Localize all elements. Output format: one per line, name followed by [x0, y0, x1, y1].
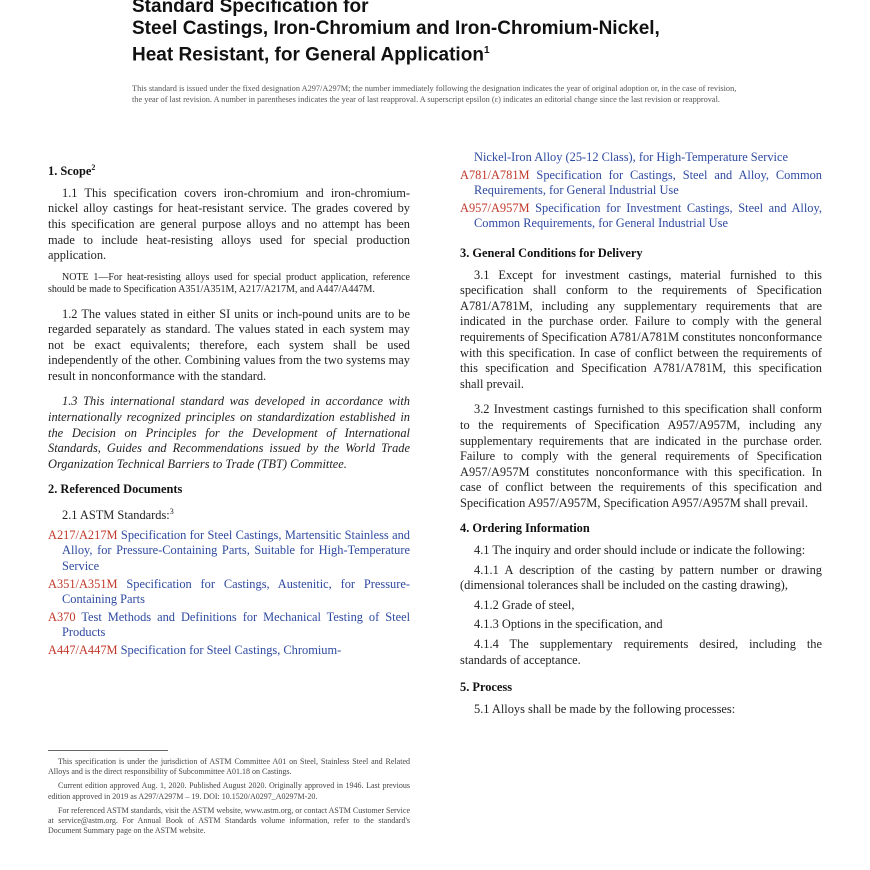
right-column — [460, 150, 822, 727]
ordering-item-1: 4.1.1 A description of the casting by pattern number or drawing (dimensional tolerances shall be included on the casting drawing), — [460, 562, 822, 593]
reference-code[interactable]: A351/A351M — [48, 576, 118, 591]
reference-a370[interactable] — [48, 610, 410, 641]
scope-para-1: 1.1 This specification covers iron-chromium and iron-chromium-nickel alloy castings for heat-resistant service. The grades covered by this specification are general purpose alloys and no attempt has been made to include heat-resisting alloys used for special production application. — [48, 185, 410, 263]
reference-a351[interactable] — [48, 577, 410, 608]
reference-code[interactable]: A957/A957M — [460, 200, 530, 215]
reference-code[interactable]: A370 — [48, 609, 76, 624]
title-line-2: Steel Castings, Iron-Chromium and Iron-Chromium-Nickel, — [132, 18, 660, 39]
scope-note-1: NOTE 1—For heat-resisting alloys used for special product application, reference should be made to Specification A351/A351M, A217/A217M, and A447/A447M. — [48, 271, 410, 296]
title-line-3-text: Heat Resistant, for General Application — [132, 44, 484, 66]
footnote-2: For referenced ASTM standards, visit the ASTM website, www.astm.org, or contact ASTM Customer Service at service@astm.org. For Annual Book of ASTM Standards volume information, refer to the standard's Document Summary page on the ASTM website. — [48, 805, 410, 836]
footnote-1: This specification is under the jurisdiction of ASTM Committee A01 on Steel, Stainless Steel and Related Alloys and is the direct responsibility of Subcommittee A01.18 on Castings. — [48, 757, 410, 777]
process-para-1: 5.1 Alloys shall be made by the following processes: — [474, 701, 736, 716]
footnote-divider — [48, 750, 168, 751]
section-ordering-heading: 4. Ordering Information — [460, 521, 590, 536]
scope-footnote-mark: 2 — [91, 163, 96, 172]
conditions-para-1: 3.1 Except for investment castings, material furnished to this specification shall conform to the requirements of Specification A781/A781M, including any supplementary requirements that are indicated in the purchase order. Failure to comply with the general requirements of Specification A781/A781M constitutes nonconformance with this specification. In case of conflict between the requirements of this specification and Specification A781/A781M, this specification shall prevail. — [460, 267, 822, 391]
title-footnote-mark: 1 — [483, 45, 490, 56]
footnote-1-edition: Current edition approved Aug. 1, 2020. Published August 2020. Originally approved in 1946. Last previous edition approved in 2019 as A297/A297M – 19. DOI: 10.1520/A0297_A0297M-20. — [48, 781, 410, 801]
section-general-conditions-heading: 3. General Conditions for Delivery — [460, 245, 643, 260]
document-title — [132, 0, 832, 66]
scope-para-3: 1.3 This international standard was developed in accordance with internationally recognized principles on standardization established in the Decision on Principles for the Development of International Standards, Guides and Recommendations issued by the World Trade Organization Technical Barriers to Trade (TBT) Committee. — [48, 394, 410, 471]
scope-para-2: 1.2 The values stated in either SI units or inch-pound units are to be regarded separately as standard. The values stated in each system may not be exact equivalents; therefore, each system shall be used independently of the other. Combining values from the two systems may result in nonconformance with the standard. — [48, 306, 410, 383]
section-process-heading: 5. Process — [460, 680, 513, 695]
section-referenced-docs-heading: 2. Referenced Documents — [48, 482, 183, 497]
astm-footnote-mark: 3 — [169, 507, 174, 517]
reference-code[interactable]: A217/A217M — [48, 527, 118, 542]
reference-a957[interactable] — [460, 201, 822, 232]
footnotes — [48, 757, 410, 840]
reference-title-link[interactable]: Specification for Castings, Steel and Alloy, Common Requirements, for General Industrial Use — [474, 167, 822, 198]
title-line-3 — [132, 40, 832, 66]
ordering-para-1: 4.1 The inquiry and order should include or indicate the following: — [474, 543, 806, 558]
reference-code[interactable]: A447/A447M — [48, 642, 118, 657]
left-column — [48, 150, 410, 661]
reference-title-link[interactable]: Specification for Steel Castings, Martensitic Stainless and Alloy, for Pressure-Containing Parts, Suitable for High-Temperature Service — [62, 527, 410, 573]
reference-a217[interactable] — [48, 528, 410, 575]
ordering-item-3: 4.1.3 Options in the specification, and — [474, 617, 663, 632]
reference-title-link[interactable]: Test Methods and Definitions for Mechanical Testing of Steel Products — [62, 609, 411, 640]
standard-notice: This standard is issued under the fixed designation A297/A297M; the number immediately following the designation indicates the year of original adoption or, in the case of revision, the year of last revision. A number in parentheses indicates the year of last reapproval. A superscript epsilon (ε) indicates an editorial change since the last revision or reapproval. — [132, 84, 737, 104]
scope-heading-text: 1. Scope — [48, 164, 92, 179]
reference-code[interactable]: A781/A781M — [460, 167, 530, 182]
reference-a781[interactable] — [460, 168, 822, 199]
reference-a447-continuation[interactable]: Nickel-Iron Alloy (25-12 Class), for High-Temperature Service — [474, 150, 788, 164]
reference-title-link[interactable]: Specification for Castings, Austenitic, for Pressure-Containing Parts — [62, 576, 410, 607]
section-scope-heading — [48, 160, 410, 180]
astm-standards-subheading — [48, 504, 410, 524]
reference-title-link[interactable]: Specification for Investment Castings, Steel and Alloy, Common Requirements, for General Industrial Use — [474, 200, 822, 231]
ordering-item-2: 4.1.2 Grade of steel, — [474, 597, 575, 612]
reference-title-link[interactable]: Specification for Steel Castings, Chromium- — [120, 642, 342, 657]
astm-standards-text: 2.1 ASTM Standards: — [62, 508, 170, 523]
ordering-item-4: 4.1.4 The supplementary requirements desired, including the standards of acceptance. — [460, 637, 822, 667]
reference-a447[interactable] — [48, 643, 410, 659]
title-line-1: Standard Specification for — [132, 0, 369, 17]
conditions-para-2: 3.2 Investment castings furnished to this specification shall conform to the requirements of Specification A957/A957M, including any supplementary requirements that are indicated in the purchase order. Failure to comply with the general requirements of Specification A957/A957M constitutes nonconformance with this specification. In case of conflict between the requirements of this specification and Specification A957/A957M, Specification A957/A957M shall prevail. — [460, 402, 822, 510]
